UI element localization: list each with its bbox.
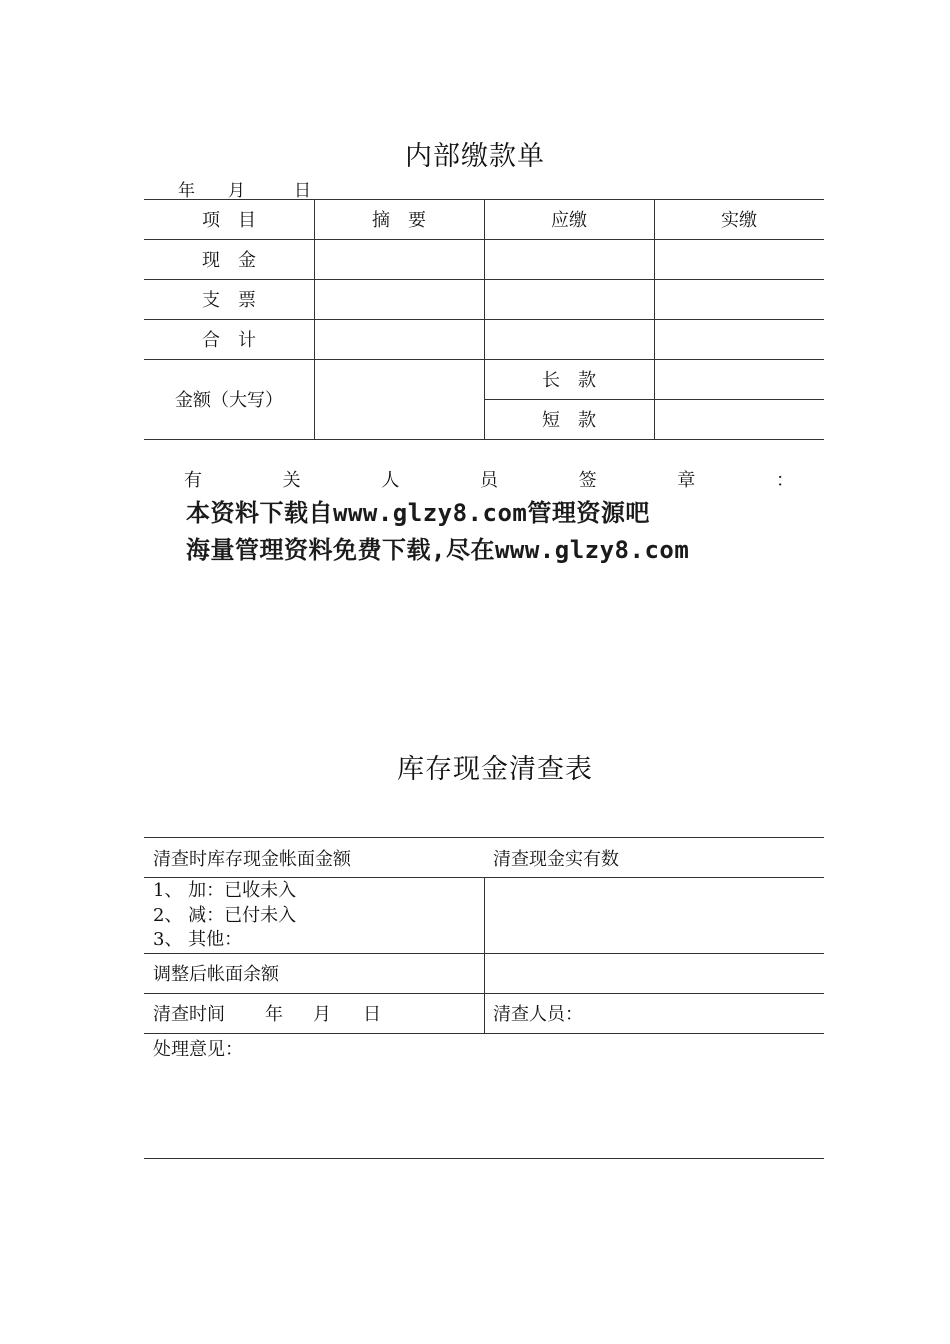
short-amount-label: 短 款 <box>542 410 596 431</box>
signature-char: 签 <box>578 470 597 491</box>
date-year: 年 <box>178 181 195 201</box>
adjust-subtract-item: 2、 减：已付未入 <box>153 904 297 926</box>
inventory-time-row <box>144 993 484 1033</box>
long-amount-label: 长 款 <box>542 370 596 391</box>
header-item: 项 目 <box>202 210 256 231</box>
handling-opinion-label: 处理意见： <box>153 1039 243 1060</box>
signature-char: 人 <box>381 470 400 491</box>
row-cash-label: 现 金 <box>202 250 256 271</box>
date-month: 月 <box>228 181 245 201</box>
inventory-time-year: 年 <box>265 1004 283 1025</box>
form2-title: 库存现金清查表 <box>397 754 593 785</box>
header-paid: 实缴 <box>721 210 757 231</box>
row-total-label: 合 计 <box>202 330 256 351</box>
inventory-staff-label: 清查人员： <box>493 1004 583 1025</box>
inventory-time-month: 月 <box>313 1004 331 1025</box>
row-check-label: 支 票 <box>202 290 256 311</box>
inventory-time-label: 清查时间 <box>153 1004 225 1025</box>
watermark-line-1: 本资料下载自www.glzy8.com管理资源吧 <box>186 499 650 527</box>
adjusted-balance-label: 调整后帐面余额 <box>153 964 279 985</box>
payment-slip-table <box>144 199 824 439</box>
signature-char: 关 <box>282 470 301 491</box>
adjust-add-item: 1、 加：已收未入 <box>153 880 297 901</box>
date-day: 日 <box>294 181 311 201</box>
signature-char: ： <box>775 470 794 491</box>
cash-inventory-table <box>144 837 824 1159</box>
book-amount-label: 清查时库存现金帐面金额 <box>153 849 351 870</box>
watermark-line-2: 海量管理资料免费下载,尽在www.glzy8.com <box>186 536 690 564</box>
adjustment-items <box>153 879 296 953</box>
header-summary: 摘 要 <box>372 210 426 231</box>
form1-title: 内部缴款单 <box>405 141 545 172</box>
signature-char: 章 <box>677 470 696 491</box>
actual-cash-label: 清查现金实有数 <box>493 849 619 870</box>
adjust-other-item: 3、 其他： <box>153 929 243 950</box>
inventory-time-day: 日 <box>363 1004 381 1025</box>
signature-line <box>184 466 794 490</box>
amount-in-words-label: 金额（大写） <box>175 390 283 411</box>
signature-char: 员 <box>479 470 498 491</box>
header-due: 应缴 <box>551 210 587 231</box>
signature-char: 有 <box>184 470 202 491</box>
